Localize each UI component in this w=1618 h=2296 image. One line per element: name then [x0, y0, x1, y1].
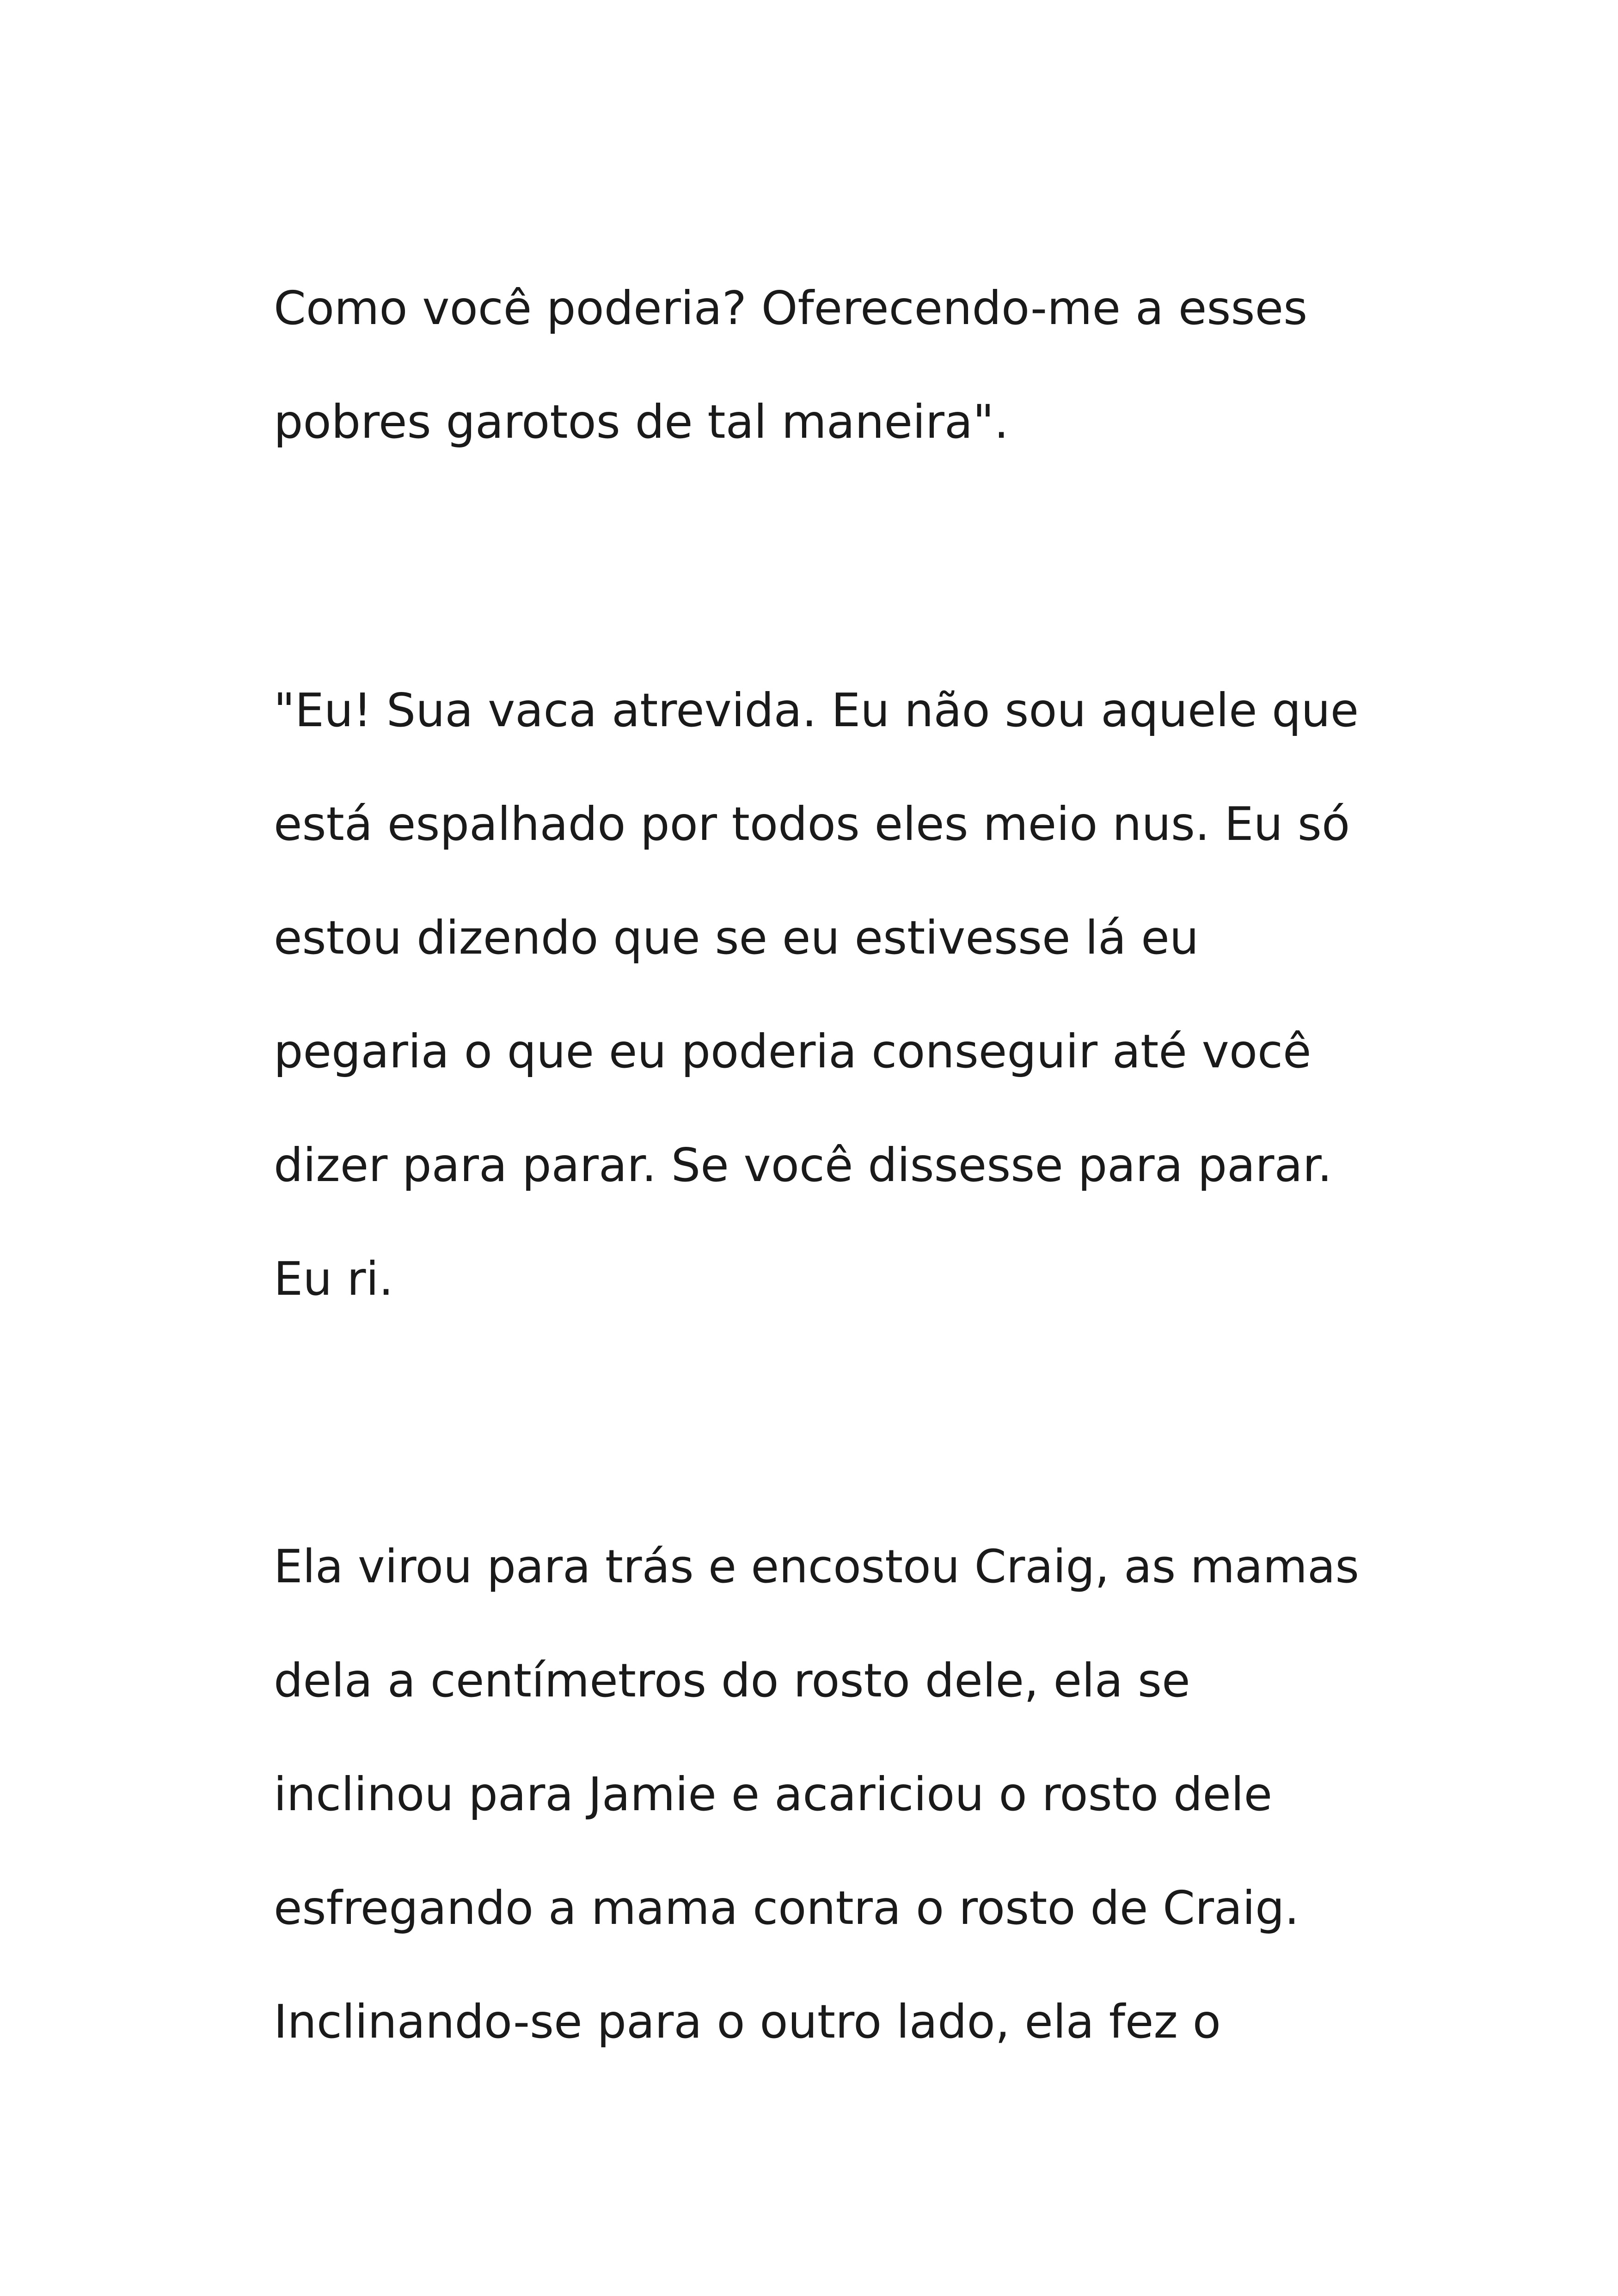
text-line: inclinou para Jamie e acariciou o rosto dele	[274, 1767, 1273, 1821]
text-line: Ela virou para trás e encostou Craig, as mamas	[274, 1540, 1360, 1593]
text-line: dizer para parar. Se você dissesse para parar.	[274, 1138, 1332, 1192]
text-line: Inclinando-se para o outro lado, ela fez o	[274, 1995, 1221, 2049]
text-line: esfregando a mama contra o rosto de Craig.	[274, 1881, 1299, 1935]
text-line: Como você poderia? Oferecendo-me a esses	[274, 281, 1308, 335]
text-line: dela a centímetros do rosto dele, ela se	[274, 1653, 1190, 1708]
text-line: estou dizendo que se eu estivesse lá eu	[274, 911, 1199, 965]
text-line: Eu ri.	[274, 1252, 394, 1306]
text-line: pobres garotos de tal maneira".	[274, 395, 1009, 449]
text-line: está espalhado por todos eles meio nus. Eu só	[274, 797, 1350, 851]
text-line: "Eu! Sua vaca atrevida. Eu não sou aquele que	[274, 683, 1359, 737]
text-line: pegaria o que eu poderia conseguir até você	[274, 1024, 1312, 1078]
